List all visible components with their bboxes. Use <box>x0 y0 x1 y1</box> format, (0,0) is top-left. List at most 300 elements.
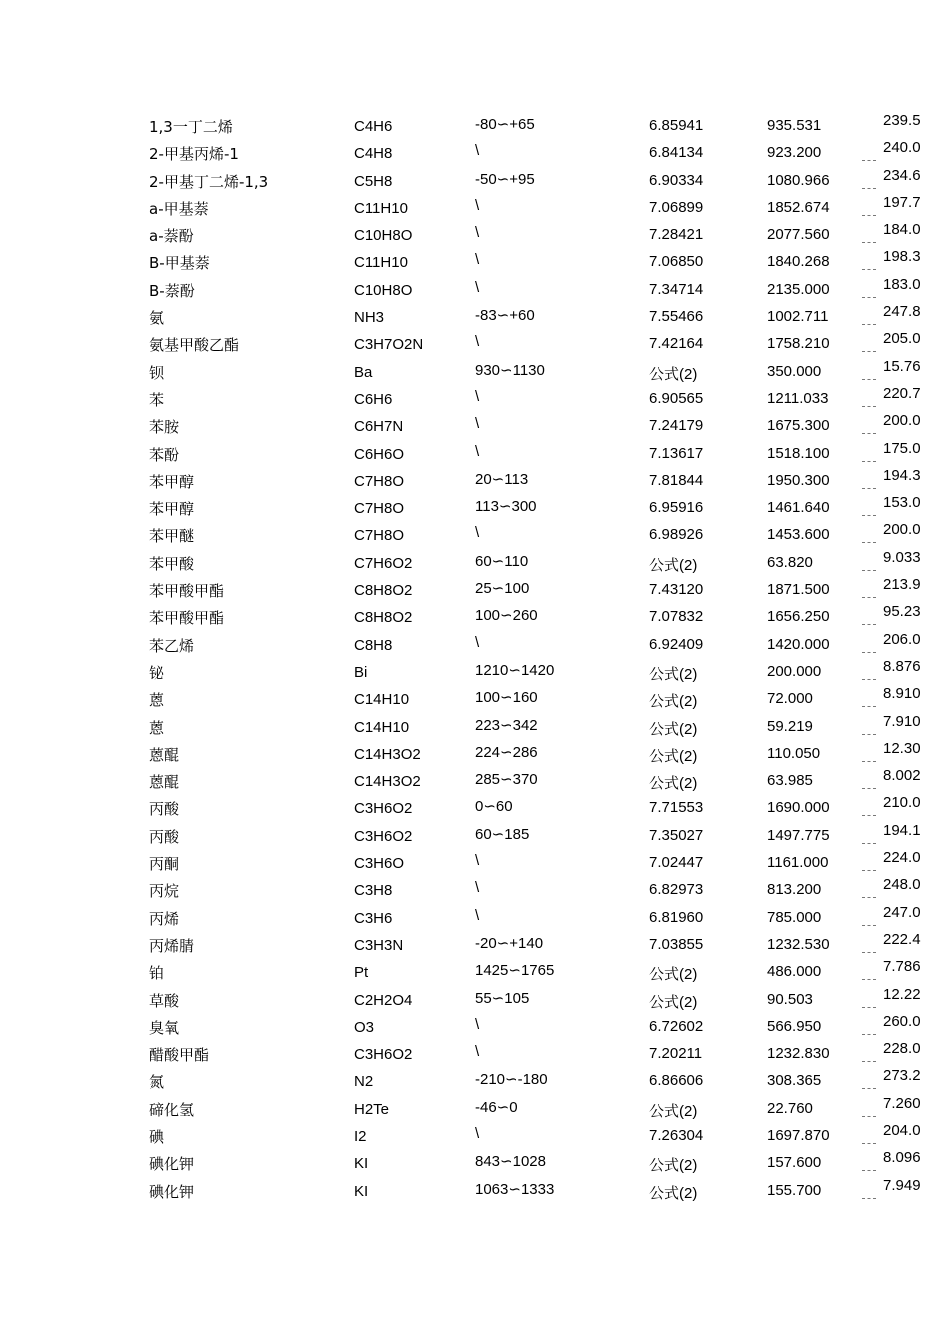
compound-name-cell: a-萘酚 <box>149 227 194 246</box>
formula-cell: C7H8O <box>354 500 405 518</box>
constant-b-cell: 1211.033 <box>767 389 829 407</box>
constant-c-cell: 205.0 <box>883 330 921 348</box>
formula-cell: C8H8O2 <box>354 582 413 600</box>
compound-name-cell: 苯 <box>149 390 165 409</box>
constant-a-cell: 7.35027 <box>649 826 704 844</box>
temperature-range-cell: \ <box>475 633 480 651</box>
table-row <box>0 1013 950 1040</box>
constant-c-cell: 228.0 <box>883 1040 921 1058</box>
formula-cell: C3H8 <box>354 882 393 900</box>
constant-b-cell: 1461.640 <box>767 499 830 517</box>
temperature-range-cell: \ <box>475 906 480 924</box>
constant-a-cell: 6.90334 <box>649 171 704 189</box>
formula-cell: C3H6O2 <box>354 800 413 818</box>
formula-cell: C7H8O <box>354 472 405 490</box>
temperature-range-cell: -20∽+140 <box>475 934 544 952</box>
formula-cell: H2Te <box>354 1100 390 1118</box>
constant-b-cell: 1232.830 <box>767 1045 830 1063</box>
cell-border-mark <box>862 1116 876 1122</box>
table-row <box>0 276 950 303</box>
constant-b-cell: 63.820 <box>767 553 813 571</box>
constant-c-cell: 240.0 <box>883 139 921 157</box>
compound-name-cell: 丙烯腈 <box>149 936 195 955</box>
formula-cell: NH3 <box>354 309 385 327</box>
constant-b-cell: 200.000 <box>767 662 822 680</box>
formula-cell: C4H8 <box>354 145 393 163</box>
table-row <box>0 467 950 494</box>
cell-border-mark <box>862 433 876 439</box>
constant-c-cell: 224.0 <box>883 849 921 867</box>
cell-border-mark <box>862 160 876 166</box>
constant-b-cell: 566.950 <box>767 1017 822 1035</box>
formula-cell: C7H6O2 <box>354 554 413 572</box>
compound-name-cell: a-甲基萘 <box>149 199 209 218</box>
table-row <box>0 713 950 740</box>
constant-b-cell: 1690.000 <box>767 799 830 817</box>
formula-cell: C14H3O2 <box>354 773 421 791</box>
formula-cell: C4H6 <box>354 118 393 135</box>
formula-cell: C11H10 <box>354 254 408 272</box>
cell-border-mark <box>862 897 876 903</box>
cell-border-mark <box>862 488 876 494</box>
formula-cell: C10H8O <box>354 227 413 245</box>
constant-b-cell: 1518.100 <box>767 444 830 462</box>
table-row <box>0 958 950 985</box>
table-row <box>0 330 950 357</box>
constant-a-cell: 7.42164 <box>649 335 704 353</box>
constant-c-cell: 220.7 <box>883 384 921 402</box>
cell-border-mark <box>862 870 876 876</box>
compound-name-cell: 钡 <box>149 363 165 382</box>
temperature-range-cell: -80∽+65 <box>475 116 535 133</box>
constant-b-cell: 1497.775 <box>767 826 830 844</box>
constant-a-cell: 7.06850 <box>649 253 704 271</box>
constant-b-cell: 1002.711 <box>767 308 829 326</box>
table-row <box>0 1122 950 1149</box>
constant-b-cell: 350.000 <box>767 362 822 380</box>
table-row <box>0 167 950 194</box>
table-row <box>0 358 950 385</box>
cell-border-mark <box>862 761 876 767</box>
table-row <box>0 685 950 712</box>
compound-name-cell: 丙酸 <box>149 800 180 819</box>
constant-c-cell: 194.1 <box>883 821 921 839</box>
compound-name-cell: 2-甲基丁二烯-1,3 <box>149 172 269 191</box>
compound-name-cell: 苯甲酸 <box>149 554 195 573</box>
table-row <box>0 303 950 330</box>
constant-b-cell: 1420.000 <box>767 635 830 653</box>
formula-cell: Bi <box>354 663 368 681</box>
constant-c-cell: 7.786 <box>883 958 921 976</box>
formula-cell: C14H10 <box>354 718 410 736</box>
constant-c-cell: 175.0 <box>883 439 921 457</box>
constant-c-cell: 247.8 <box>883 303 921 321</box>
constant-c-cell: 234.6 <box>883 166 921 184</box>
temperature-range-cell: 224∽286 <box>475 743 538 761</box>
cell-border-mark <box>862 788 876 794</box>
cell-border-mark <box>862 1007 876 1013</box>
constant-b-cell: 308.365 <box>767 1072 822 1090</box>
constant-b-cell: 155.700 <box>767 1181 822 1199</box>
formula-cell: C3H6O2 <box>354 827 413 845</box>
temperature-range-cell: 843∽1028 <box>475 1153 546 1171</box>
table-row <box>0 112 950 139</box>
compound-name-cell: 碘化钾 <box>149 1155 195 1174</box>
temperature-range-cell: -46∽0 <box>475 1098 518 1116</box>
constant-b-cell: 63.985 <box>767 772 813 790</box>
constant-a-cell: 6.82973 <box>649 881 704 899</box>
formula-cell: C6H7N <box>354 418 404 436</box>
temperature-range-cell: 930∽1130 <box>475 361 545 379</box>
constant-b-cell: 1080.966 <box>767 171 830 189</box>
table-row <box>0 658 950 685</box>
compound-name-cell: 铋 <box>149 663 165 682</box>
formula-cell: C6H6 <box>354 390 393 408</box>
temperature-range-cell: 20∽113 <box>475 470 529 488</box>
temperature-range-cell: 113∽300 <box>475 498 537 516</box>
table-row <box>0 1095 950 1122</box>
temperature-range-cell: 60∽185 <box>475 825 530 843</box>
compound-name-cell: 蒽 <box>149 718 165 737</box>
formula-cell: O3 <box>354 1018 375 1036</box>
cell-border-mark <box>862 1143 876 1149</box>
table-row <box>0 767 950 794</box>
temperature-range-cell: \ <box>475 333 480 351</box>
table-row <box>0 986 950 1013</box>
constant-b-cell: 1758.210 <box>767 335 830 353</box>
constant-a-cell: 公式(2) <box>649 966 698 984</box>
cell-border-mark <box>862 952 876 958</box>
cell-border-mark <box>862 1061 876 1067</box>
constant-c-cell: 206.0 <box>883 630 921 648</box>
temperature-range-cell: -83∽+60 <box>475 307 535 325</box>
constant-c-cell: 204.0 <box>883 1121 921 1139</box>
constant-b-cell: 1453.600 <box>767 526 830 544</box>
formula-cell: C14H3O2 <box>354 745 421 763</box>
compound-name-cell: 氮 <box>149 1073 165 1092</box>
constant-a-cell: 7.02447 <box>649 854 704 872</box>
compound-name-cell: 苯甲酸甲酯 <box>149 582 225 601</box>
compound-name-cell: 臭氧 <box>149 1018 180 1037</box>
formula-cell: C5H8 <box>354 172 393 190</box>
cell-border-mark <box>862 706 876 712</box>
constant-c-cell: 210.0 <box>883 794 921 812</box>
constant-a-cell: 7.34714 <box>649 280 704 298</box>
constant-a-cell: 公式(2) <box>649 1184 698 1202</box>
temperature-range-cell: -50∽+95 <box>475 170 535 188</box>
table-row <box>0 849 950 876</box>
cell-border-mark <box>862 652 876 658</box>
table-row <box>0 221 950 248</box>
cell-border-mark <box>862 379 876 385</box>
compound-name-cell: 醋酸甲酯 <box>149 1046 210 1065</box>
constant-b-cell: 935.531 <box>767 117 822 134</box>
compound-name-cell: 丙酸 <box>149 827 180 846</box>
temperature-range-cell: \ <box>475 879 480 897</box>
cell-border-mark <box>862 515 876 521</box>
formula-cell: I2 <box>354 1127 367 1145</box>
constant-c-cell: 7.910 <box>883 712 921 730</box>
temperature-range-cell: 223∽342 <box>475 716 538 734</box>
temperature-range-cell: \ <box>475 387 480 405</box>
formula-cell: C3H6 <box>354 909 393 927</box>
constant-b-cell: 1852.674 <box>767 198 830 216</box>
constant-c-cell: 213.9 <box>883 576 921 594</box>
constant-a-cell: 公式(2) <box>649 365 698 383</box>
cell-border-mark <box>862 843 876 849</box>
constant-b-cell: 2077.560 <box>767 226 830 244</box>
compound-name-cell: 草酸 <box>149 991 180 1010</box>
table-row <box>0 385 950 412</box>
cell-border-mark <box>862 979 876 985</box>
constant-c-cell: 8.876 <box>883 657 921 675</box>
constant-a-cell: 7.03855 <box>649 935 704 953</box>
table-row <box>0 1067 950 1094</box>
compound-name-cell: 苯甲醚 <box>149 527 195 546</box>
constant-a-cell: 6.86606 <box>649 1072 704 1090</box>
compound-name-cell: 氨基甲酸乙酯 <box>149 336 240 355</box>
constant-b-cell: 1161.000 <box>767 854 829 872</box>
constant-c-cell: 8.002 <box>883 767 921 785</box>
cell-border-mark <box>862 324 876 330</box>
temperature-range-cell: \ <box>475 251 480 269</box>
constant-c-cell: 247.0 <box>883 903 921 921</box>
temperature-range-cell: 60∽110 <box>475 552 529 570</box>
constant-a-cell: 6.98926 <box>649 526 704 544</box>
table-row <box>0 1149 950 1176</box>
constant-b-cell: 486.000 <box>767 963 822 981</box>
formula-cell: C3H7O2N <box>354 336 424 354</box>
constant-c-cell: 7.949 <box>883 1176 921 1194</box>
compound-name-cell: 碲化氢 <box>149 1100 195 1119</box>
formula-cell: C7H8O <box>354 527 405 545</box>
constant-c-cell: 197.7 <box>883 193 921 211</box>
constant-a-cell: 公式(2) <box>649 993 698 1011</box>
table-row <box>0 494 950 521</box>
constant-a-cell: 公式(2) <box>649 556 698 574</box>
compound-name-cell: 蒽 <box>149 691 165 710</box>
constant-a-cell: 7.43120 <box>649 581 704 599</box>
table-row <box>0 412 950 439</box>
constant-a-cell: 公式(2) <box>649 775 698 793</box>
cell-border-mark <box>862 624 876 630</box>
constant-c-cell: 273.2 <box>883 1067 921 1085</box>
constant-a-cell: 7.28421 <box>649 226 704 244</box>
compound-name-cell: B-萘酚 <box>149 281 195 300</box>
formula-cell: C3H6O2 <box>354 1046 413 1064</box>
compound-name-cell: 2-甲基丙烯-1 <box>149 145 239 164</box>
cell-border-mark <box>862 1034 876 1040</box>
temperature-range-cell: 0∽60 <box>475 798 513 816</box>
constant-b-cell: 1840.268 <box>767 253 830 271</box>
cell-border-mark <box>862 297 876 303</box>
constant-c-cell: 239.5 <box>883 112 921 129</box>
temperature-range-cell: \ <box>475 224 480 242</box>
constant-c-cell: 15.76 <box>883 357 921 375</box>
temperature-range-cell: 1210∽1420 <box>475 661 555 679</box>
table-row <box>0 904 950 931</box>
cell-border-mark <box>862 925 876 931</box>
formula-cell: C8H8 <box>354 636 393 654</box>
constant-a-cell: 7.06899 <box>649 198 704 216</box>
constant-a-cell: 6.95916 <box>649 499 704 517</box>
temperature-range-cell: 285∽370 <box>475 771 538 789</box>
constant-a-cell: 7.13617 <box>649 444 704 462</box>
constant-c-cell: 200.0 <box>883 521 921 539</box>
table-row <box>0 248 950 275</box>
formula-cell: C6H6O <box>354 445 405 463</box>
formula-cell: KI <box>354 1182 369 1200</box>
constant-a-cell: 公式(2) <box>649 720 698 738</box>
temperature-range-cell: \ <box>475 524 480 542</box>
table-row <box>0 1040 950 1067</box>
constant-c-cell: 184.0 <box>883 221 921 239</box>
constant-b-cell: 1950.300 <box>767 471 830 489</box>
table-row <box>0 521 950 548</box>
table-row <box>0 740 950 767</box>
constant-c-cell: 222.4 <box>883 930 921 948</box>
formula-cell: Ba <box>354 363 373 381</box>
cell-border-mark <box>862 734 876 740</box>
formula-cell: C3H3N <box>354 936 404 954</box>
constant-b-cell: 1871.500 <box>767 581 830 599</box>
temperature-range-cell: \ <box>475 415 480 433</box>
table-row <box>0 1177 950 1204</box>
compound-name-cell: 苯甲醇 <box>149 500 195 519</box>
compound-name-cell: 蒽醌 <box>149 745 180 764</box>
table-row <box>0 931 950 958</box>
constant-a-cell: 7.24179 <box>649 417 704 435</box>
compound-name-cell: 碘 <box>149 1127 165 1146</box>
compound-name-cell: 蒽醌 <box>149 773 180 792</box>
constant-b-cell: 1656.250 <box>767 608 830 626</box>
compound-name-cell: 苯酚 <box>149 445 180 464</box>
formula-cell: N2 <box>354 1073 374 1091</box>
temperature-range-cell: \ <box>475 1015 480 1033</box>
constant-c-cell: 8.096 <box>883 1149 921 1167</box>
cell-border-mark <box>862 679 876 685</box>
constant-a-cell: 公式(2) <box>649 1157 698 1175</box>
temperature-range-cell: \ <box>475 442 480 460</box>
temperature-range-cell: 100∽160 <box>475 689 538 707</box>
cell-border-mark <box>862 269 876 275</box>
temperature-range-cell: \ <box>475 1043 480 1061</box>
table-row <box>0 822 950 849</box>
temperature-range-cell: \ <box>475 196 480 214</box>
compound-name-cell: 苯甲醇 <box>149 472 195 491</box>
table-row <box>0 549 950 576</box>
constant-a-cell: 公式(2) <box>649 665 698 683</box>
compound-name-cell: 苯胺 <box>149 418 180 437</box>
constant-c-cell: 153.0 <box>883 494 921 512</box>
temperature-range-cell: \ <box>475 1124 480 1142</box>
compound-name-cell: 丙烯 <box>149 909 180 928</box>
table-row <box>0 440 950 467</box>
cell-border-mark <box>862 1198 876 1204</box>
temperature-range-cell: 1425∽1765 <box>475 962 555 980</box>
constant-a-cell: 7.07832 <box>649 608 704 626</box>
temperature-range-cell: \ <box>475 278 480 296</box>
table-row <box>0 631 950 658</box>
compound-name-cell: 苯乙烯 <box>149 636 195 655</box>
table-row <box>0 139 950 166</box>
compound-name-cell: 碘化钾 <box>149 1182 195 1201</box>
formula-cell: C2H2O4 <box>354 991 413 1009</box>
cell-border-mark <box>862 461 876 467</box>
constant-c-cell: 8.910 <box>883 685 921 703</box>
temperature-range-cell: 100∽260 <box>475 607 538 625</box>
compound-name-cell: 铂 <box>149 964 165 983</box>
cell-border-mark <box>862 597 876 603</box>
constant-b-cell: 923.200 <box>767 144 822 162</box>
formula-cell: KI <box>354 1155 369 1173</box>
temperature-range-cell: \ <box>475 852 480 870</box>
constant-a-cell: 6.92409 <box>649 635 704 653</box>
constant-b-cell: 813.200 <box>767 881 822 899</box>
constant-c-cell: 12.22 <box>883 985 921 1003</box>
compound-name-cell: 丙烷 <box>149 882 180 901</box>
temperature-range-cell: -210∽-180 <box>475 1071 548 1089</box>
compound-name-cell: 苯甲酸甲酯 <box>149 609 225 628</box>
formula-cell: Pt <box>354 964 369 982</box>
constant-c-cell: 183.0 <box>883 275 921 293</box>
constant-c-cell: 95.23 <box>883 603 921 621</box>
constant-c-cell: 194.3 <box>883 466 921 484</box>
constant-a-cell: 6.72602 <box>649 1017 704 1035</box>
constant-b-cell: 110.050 <box>767 744 821 762</box>
formula-cell: C10H8O <box>354 281 413 299</box>
cell-border-mark <box>862 570 876 576</box>
table-row <box>0 794 950 821</box>
data-table <box>0 112 950 1204</box>
constant-c-cell: 248.0 <box>883 876 921 894</box>
constant-a-cell: 7.55466 <box>649 308 704 326</box>
constant-c-cell: 200.0 <box>883 412 921 430</box>
cell-border-mark <box>862 215 876 221</box>
constant-b-cell: 1675.300 <box>767 417 830 435</box>
formula-cell: C11H10 <box>354 199 408 217</box>
cell-border-mark <box>862 542 876 548</box>
compound-name-cell: B-甲基萘 <box>149 254 210 273</box>
constant-c-cell: 198.3 <box>883 248 921 266</box>
constant-a-cell: 公式(2) <box>649 747 698 765</box>
constant-a-cell: 6.84134 <box>649 144 704 162</box>
constant-a-cell: 公式(2) <box>649 693 698 711</box>
constant-b-cell: 90.503 <box>767 990 813 1008</box>
constant-a-cell: 6.85941 <box>649 117 704 134</box>
constant-c-cell: 12.30 <box>883 739 921 757</box>
constant-a-cell: 公式(2) <box>649 1102 698 1120</box>
compound-name-cell: 1,3一丁二烯 <box>149 118 233 136</box>
constant-b-cell: 1697.870 <box>767 1126 830 1144</box>
constant-c-cell: 9.033 <box>883 548 921 566</box>
temperature-range-cell: 55∽105 <box>475 989 530 1007</box>
constant-b-cell: 2135.000 <box>767 280 830 298</box>
constant-a-cell: 7.71553 <box>649 799 704 817</box>
constant-b-cell: 157.600 <box>767 1154 822 1172</box>
cell-border-mark <box>862 815 876 821</box>
table-row <box>0 194 950 221</box>
cell-border-mark <box>862 351 876 357</box>
formula-cell: C3H6O <box>354 855 405 873</box>
constant-a-cell: 6.90565 <box>649 389 704 407</box>
formula-cell: C14H10 <box>354 691 410 709</box>
cell-border-mark <box>862 1088 876 1094</box>
constant-a-cell: 6.81960 <box>649 908 704 926</box>
constant-a-cell: 7.26304 <box>649 1126 704 1144</box>
constant-c-cell: 7.260 <box>883 1094 921 1112</box>
temperature-range-cell: 25∽100 <box>475 580 530 598</box>
